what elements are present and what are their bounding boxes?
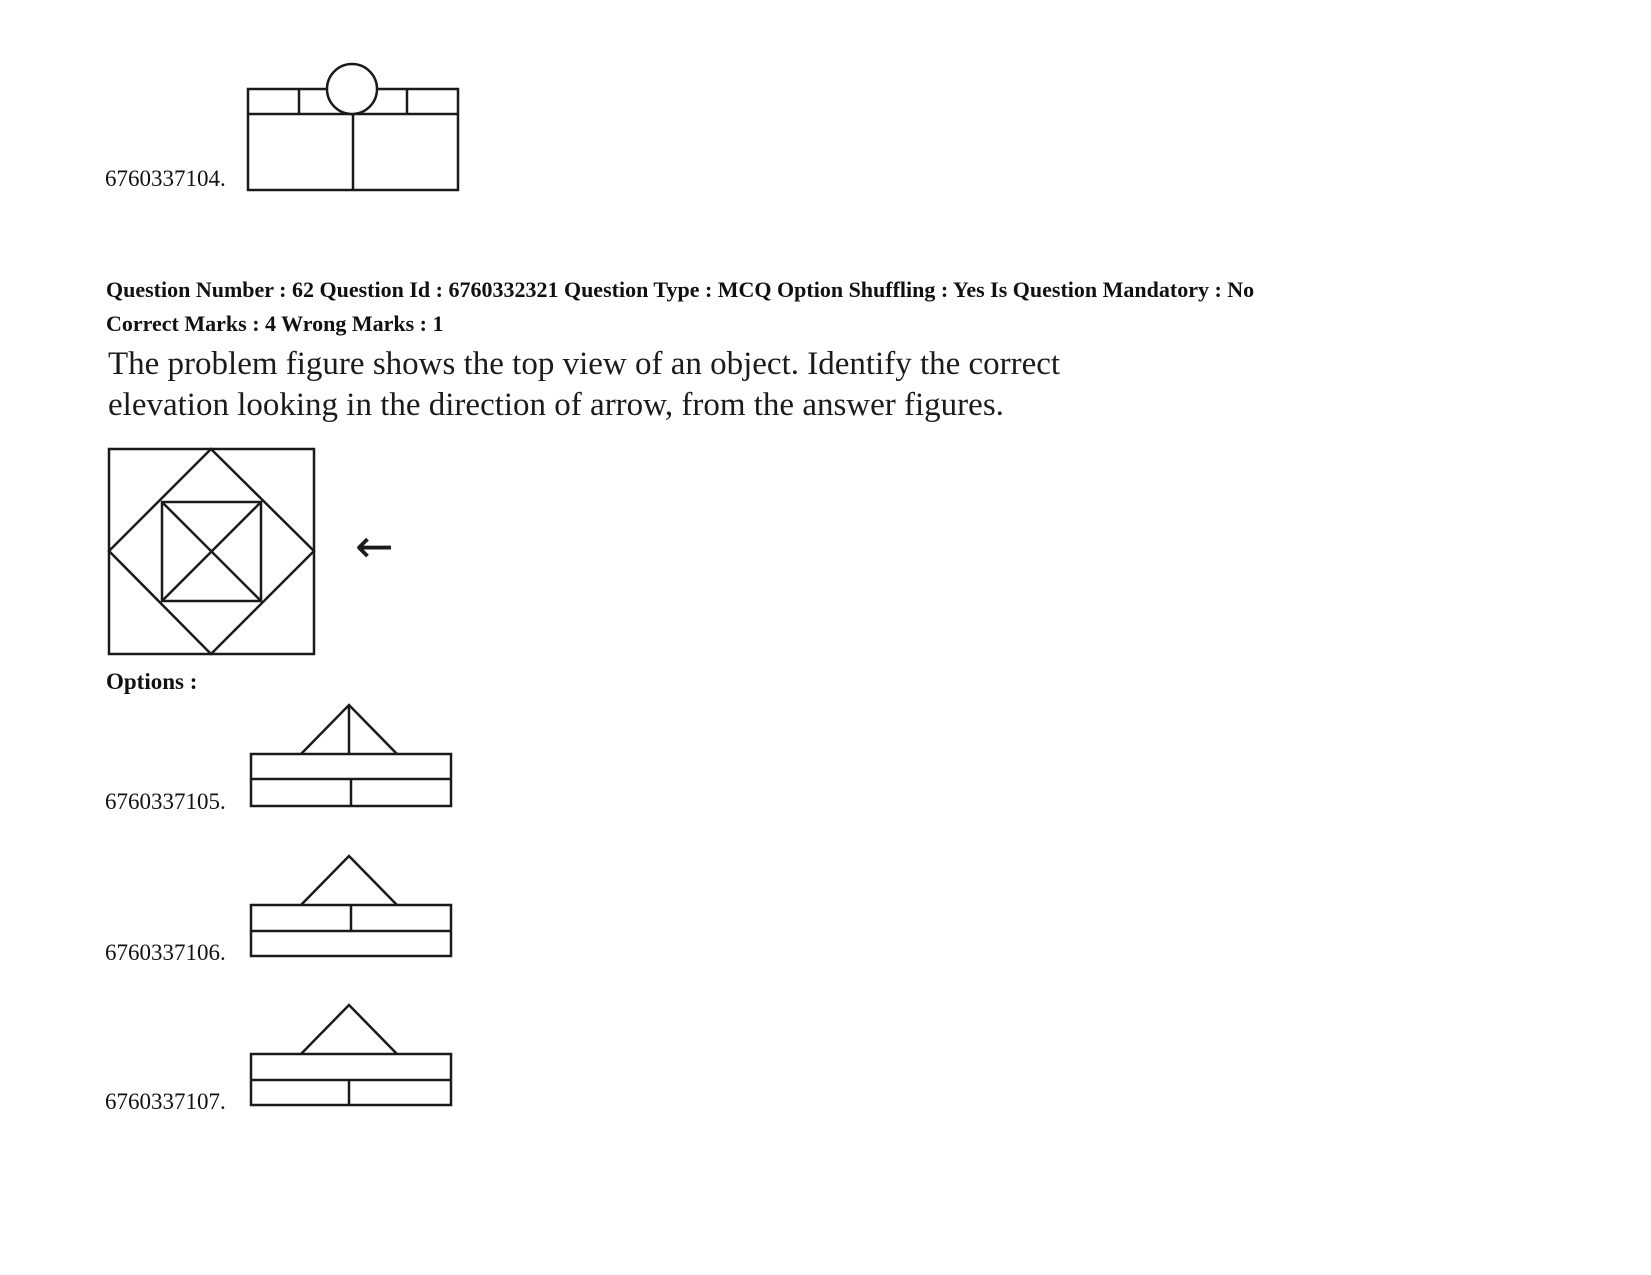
question-meta-line-1: Question Number : 62 Question Id : 6760332321 Question Type : MCQ Option Shuffling : Yes Is Question Mandatory : No [106,277,1255,302]
question-text-line-1: The problem figure shows the top view of an object. Identify the correct [108,346,1061,382]
previous-option-id: 6760337104. [105,166,226,191]
option-3-id[interactable]: 6760337107. [105,1089,226,1114]
question-meta-line-2: Correct Marks : 4 Wrong Marks : 1 [106,311,444,336]
option-1-id[interactable]: 6760337105. [105,789,226,814]
question-text-line-2: elevation looking in the direction of arrow, from the answer figures. [108,387,1004,423]
option-2-id[interactable]: 6760337106. [105,940,226,965]
options-label: Options : [106,669,198,694]
direction-arrow-icon: ← [355,519,394,573]
